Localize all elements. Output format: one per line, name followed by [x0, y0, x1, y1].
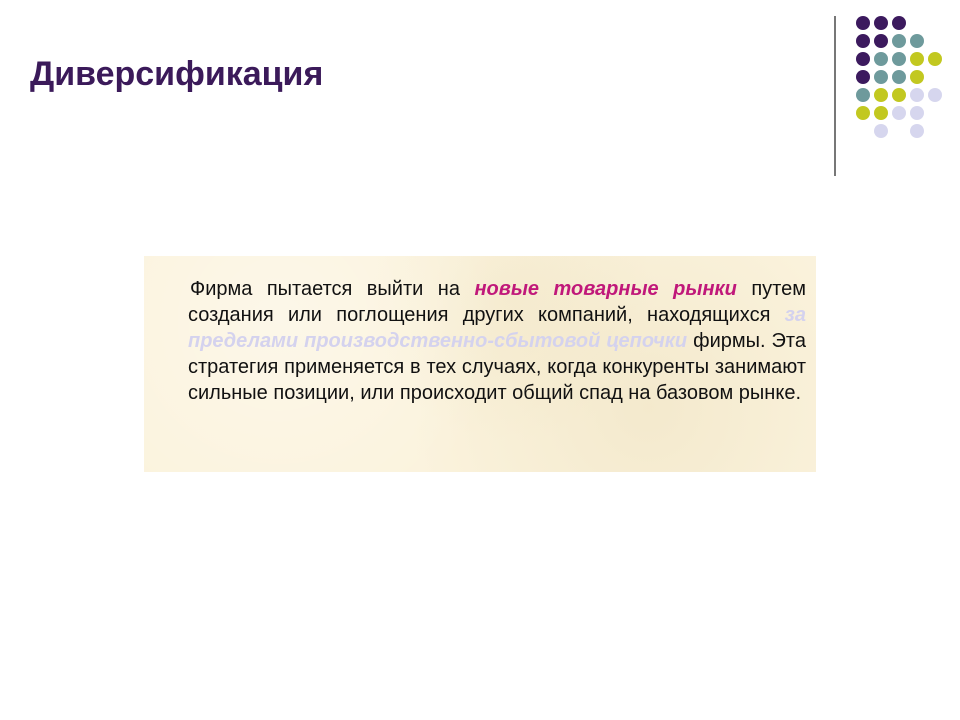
decorative-dot [892, 16, 906, 30]
text-box [144, 256, 816, 472]
body-text-part-3: фирмы. Эта стратегия применяется в тех случаях, когда конкуренты занимают сильные позиции, или происходит общий спад на базовом рынке. [188, 330, 806, 404]
decorative-dot [892, 34, 906, 48]
decorative-dot [874, 34, 888, 48]
decorative-dot [874, 16, 888, 30]
decorative-dot [856, 52, 870, 66]
decorative-dot [874, 124, 888, 138]
decorative-dot [874, 106, 888, 120]
decorative-dot [856, 70, 870, 84]
decorative-dot [874, 70, 888, 84]
decorative-dot [892, 106, 906, 120]
decorative-dot [874, 88, 888, 102]
decorative-dot [856, 16, 870, 30]
decorative-dot [928, 88, 942, 102]
decorative-dot [856, 34, 870, 48]
body-text-part-1: Фирма пытается выйти на [190, 278, 475, 300]
decorative-dot [856, 106, 870, 120]
decorative-dot [910, 88, 924, 102]
decorative-dot [910, 34, 924, 48]
decorative-dot [856, 88, 870, 102]
vertical-divider [834, 16, 836, 176]
decorative-dot [892, 88, 906, 102]
highlight-outside-chain: за пределами производственно-сбытовой цепочки [188, 304, 806, 352]
body-paragraph [188, 276, 806, 406]
slide-title: Диверсификация [30, 55, 324, 93]
decorative-dot [910, 70, 924, 84]
body-text-part-2: путем создания или поглощения других компаний, находящихся [188, 278, 806, 326]
decorative-dot [874, 52, 888, 66]
decorative-dot [892, 52, 906, 66]
highlight-new-markets: новые товарные рынки [474, 278, 737, 300]
decorative-dot [910, 106, 924, 120]
decorative-dot [910, 52, 924, 66]
decorative-dot [910, 124, 924, 138]
decorative-dot [928, 52, 942, 66]
decorative-dot [892, 70, 906, 84]
